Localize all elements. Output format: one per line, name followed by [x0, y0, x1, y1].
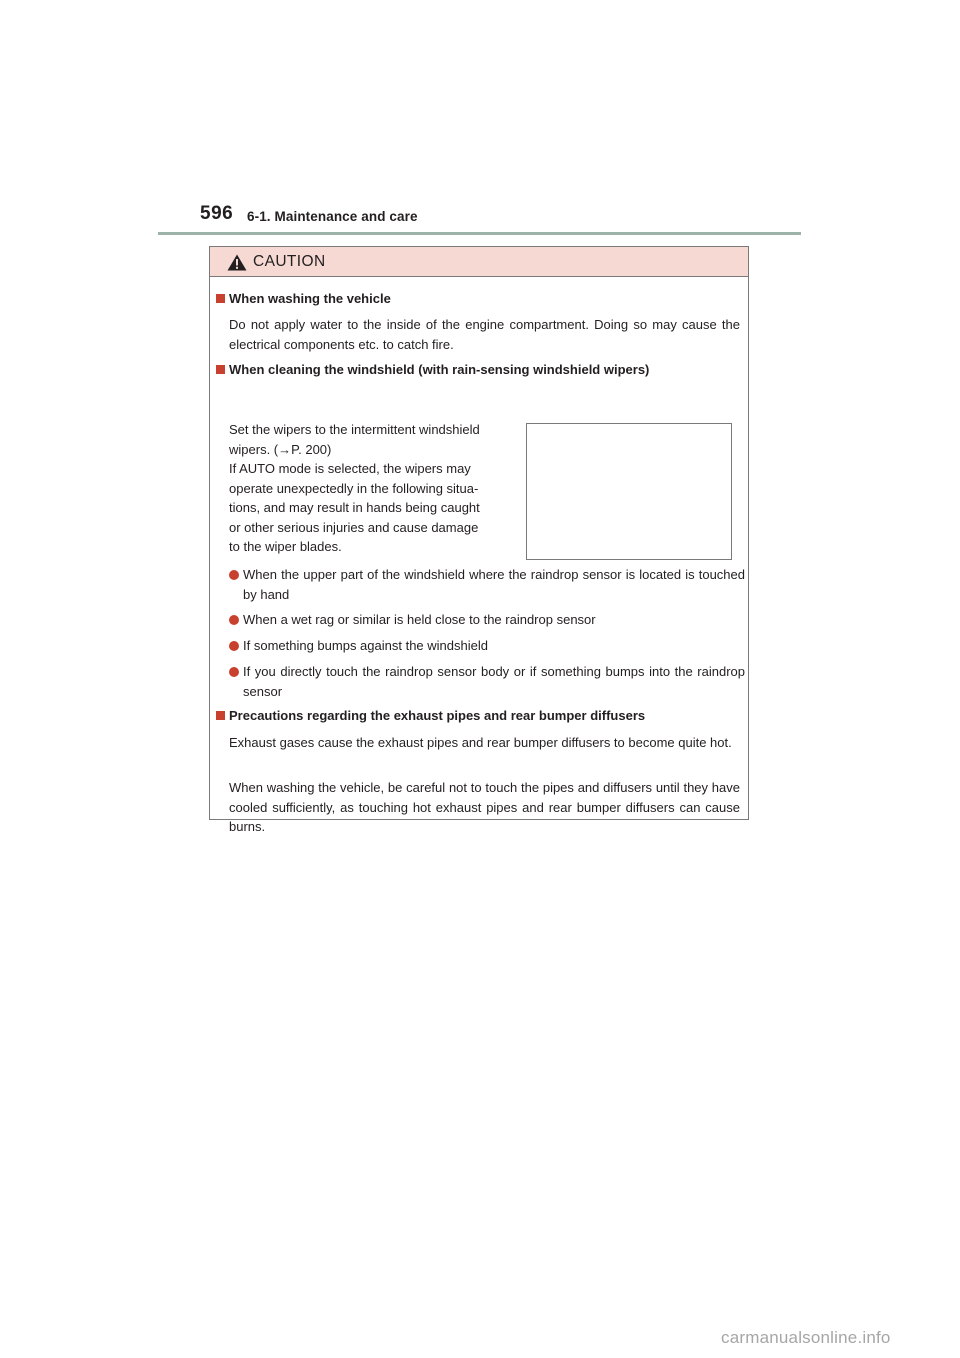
section-heading-exhaust: Precautions regarding the exhaust pipes and rear bumper diffusers [216, 708, 645, 723]
round-bullet-icon [229, 641, 239, 651]
square-bullet-icon [216, 365, 225, 374]
warning-triangle-icon [227, 254, 247, 271]
page-header [200, 203, 800, 231]
caution-header [210, 247, 748, 277]
round-bullet-icon [229, 615, 239, 625]
section-heading-windshield: When cleaning the windshield (with rain-sensing windshield wipers) [216, 362, 649, 377]
exhaust-text-1: Exhaust gases cause the exhaust pipes and rear bumper diffusers to become quite hot. [229, 735, 732, 750]
square-bullet-icon [216, 294, 225, 303]
section-title: 6-1. Maintenance and care [247, 209, 418, 224]
section-heading-washing: When washing the vehicle [216, 291, 391, 306]
caution-box [209, 246, 749, 834]
round-bullet-icon [229, 667, 239, 677]
exhaust-text-2: When washing the vehicle, be careful not to touch the pipes and diffusers until they have cooled sufficiently, as touching hot exhaust pipes and rear bumper diffusers can cause burns. [229, 780, 740, 834]
list-item: If you directly touch the raindrop sensor body or if something bumps into the raindrop sensor [229, 662, 745, 701]
page-number: 596 [200, 203, 234, 224]
square-bullet-icon [216, 711, 225, 720]
caution-label: CAUTION [253, 253, 326, 270]
header-rule [158, 232, 801, 235]
list-item: When a wet rag or similar is held close to the raindrop sensor [229, 610, 745, 630]
washing-text: Do not apply water to the inside of the engine compartment. Doing so may cause the electrical components etc. to catch fire. [229, 317, 740, 352]
list-item: When the upper part of the windshield where the raindrop sensor is located is touched by hand [229, 565, 745, 604]
wiper-instruction-text: Set the wipers to the intermittent windshield wipers. (→P. 200) If AUTO mode is selected, the wipers may operate unexpectedly in the following situa- tions, and may result in hands being caught or other serious injuries and cause damage to the wiper blades. [229, 422, 480, 554]
watermark: carmanualsonline.info [721, 1328, 891, 1347]
windshield-illustration-placeholder [526, 423, 732, 560]
list-item: If something bumps against the windshield [229, 636, 745, 656]
round-bullet-icon [229, 570, 239, 580]
